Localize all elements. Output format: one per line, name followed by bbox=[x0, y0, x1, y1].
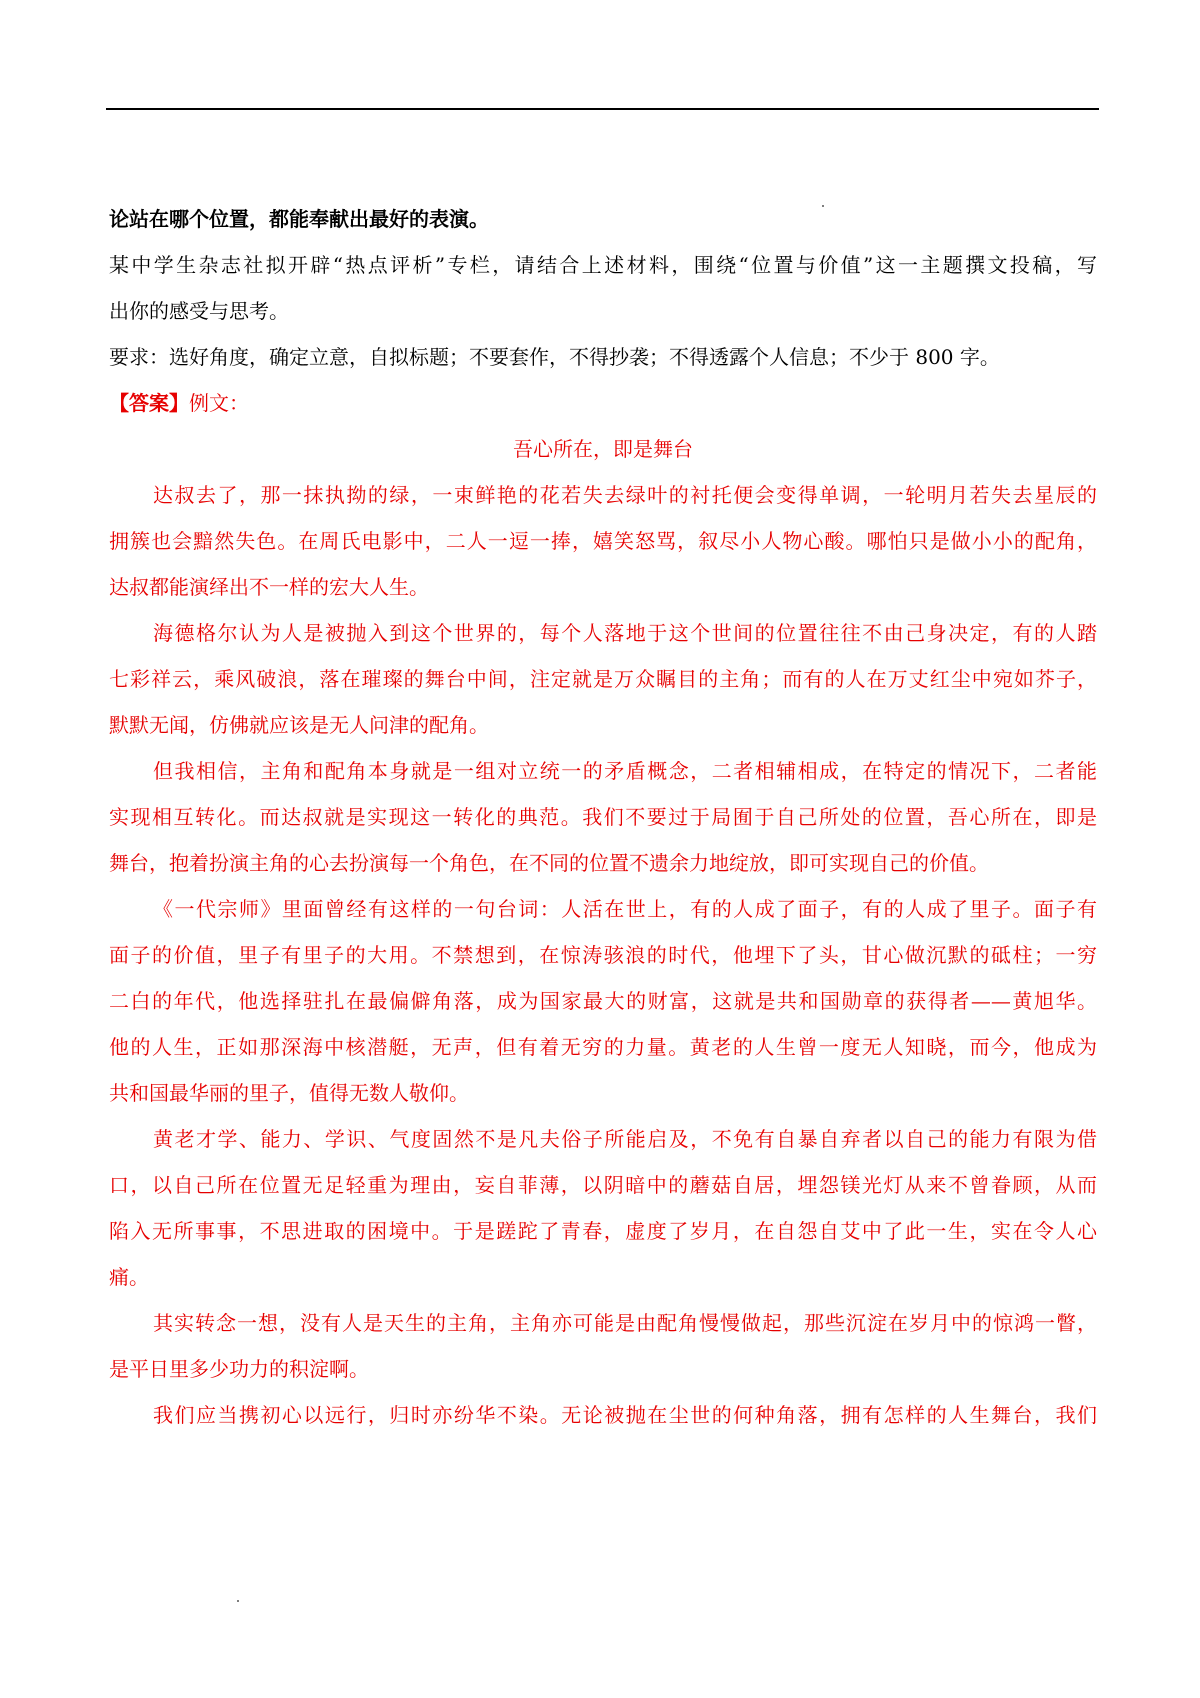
essay-line: 他的人生，正如那深海中核潜艇，无声，但有着无穷的力量。黄老的人生曾一度无人知晓，而今，他成为 bbox=[109, 1035, 1097, 1059]
essay-line: 口，以自己所在位置无足轻重为理由，妄自菲薄，以阴暗中的蘑菇自居，埋怨镁光灯从来不曾眷顾，从而 bbox=[109, 1173, 1097, 1197]
essay-line: 是平日里多少功力的积淀啊。 bbox=[109, 1357, 369, 1381]
answer-label: 【答案】 bbox=[109, 391, 189, 415]
essay-line: 海德格尔认为人是被抛入到这个世界的，每个人落地于这个世间的位置往往不由己身决定，有的人踏 bbox=[153, 621, 1097, 645]
essay-line: 默默无闻，仿佛就应该是无人问津的配角。 bbox=[109, 713, 489, 737]
essay-line: 痛。 bbox=[109, 1265, 149, 1289]
essay-line: 达叔去了，那一抹执拗的绿，一束鲜艳的花若失去绿叶的衬托便会变得单调，一轮明月若失去星辰的 bbox=[153, 483, 1097, 507]
essay-line: 面子的价值，里子有里子的大用。不禁想到，在惊涛骇浪的时代，他埋下了头，甘心做沉默的砥柱；一穷 bbox=[109, 943, 1097, 967]
essay-line: 二白的年代，他选择驻扎在最偏僻角落，成为国家最大的财富，这就是共和国勋章的获得者——黄旭华。 bbox=[109, 989, 1097, 1013]
header-rule bbox=[106, 108, 1099, 110]
essay-line: 实现相互转化。而达叔就是实现这一转化的典范。我们不要过于局囿于自己所处的位置，吾心所在，即是 bbox=[109, 805, 1097, 829]
essay-line: 七彩祥云，乘风破浪，落在璀璨的舞台中间，注定就是万众瞩目的主角；而有的人在万丈红尘中宛如芥子， bbox=[109, 667, 1097, 691]
prompt-task-line-a: 某中学生杂志社拟开辟“热点评析”专栏，请结合上述材料，围绕“位置与价值”这一主题撰文投稿，写 bbox=[109, 253, 1097, 277]
essay-line: 我们应当携初心以远行，归时亦纷华不染。无论被抛在尘世的何种角落，拥有怎样的人生舞台，我们 bbox=[153, 1403, 1097, 1427]
essay-line: 但我相信，主角和配角本身就是一组对立统一的矛盾概念，二者相辅相成，在特定的情况下，二者能 bbox=[153, 759, 1097, 783]
essay-line: 黄老才学、能力、学识、气度固然不是凡夫俗子所能启及，不免有自暴自弃者以自己的能力有限为借 bbox=[153, 1127, 1097, 1151]
prompt-requirements: 要求：选好角度，确定立意，自拟标题；不要套作，不得抄袭；不得透露个人信息；不少于 800 字。 bbox=[109, 345, 1000, 369]
essay-line: 达叔都能演绎出不一样的宏大人生。 bbox=[109, 575, 429, 599]
essay-line: 其实转念一想，没有人是天生的主角，主角亦可能是由配角慢慢做起，那些沉淀在岁月中的惊鸿一瞥， bbox=[153, 1311, 1097, 1335]
prompt-line-1: 论站在哪个位置，都能奉献出最好的表演。 bbox=[109, 207, 489, 231]
essay-line: 陷入无所事事，不思进取的困境中。于是蹉跎了青春，虚度了岁月，在自怨自艾中了此一生，实在令人心 bbox=[109, 1219, 1097, 1243]
speck-mark bbox=[237, 1600, 239, 1602]
essay-line: 《一代宗师》里面曾经有这样的一句台词：人活在世上，有的人成了面子，有的人成了里子。面子有 bbox=[153, 897, 1097, 921]
answer-heading bbox=[109, 380, 1097, 426]
answer-label-suffix: 例文： bbox=[189, 391, 249, 415]
essay-line: 共和国最华丽的里子，值得无数人敬仰。 bbox=[109, 1081, 469, 1105]
essay-line: 拥簇也会黯然失色。在周氏电影中，二人一逗一捧，嬉笑怒骂，叙尽小人物心酸。哪怕只是做小小的配角， bbox=[109, 529, 1097, 553]
prompt-task-line-b: 出你的感受与思考。 bbox=[109, 299, 289, 323]
document-body bbox=[109, 196, 1097, 1438]
essay-title: 吾心所在，即是舞台 bbox=[513, 437, 693, 461]
essay-line: 舞台，抱着扮演主角的心去扮演每一个角色，在不同的位置不遗余力地绽放，即可实现自己的价值。 bbox=[109, 851, 989, 875]
